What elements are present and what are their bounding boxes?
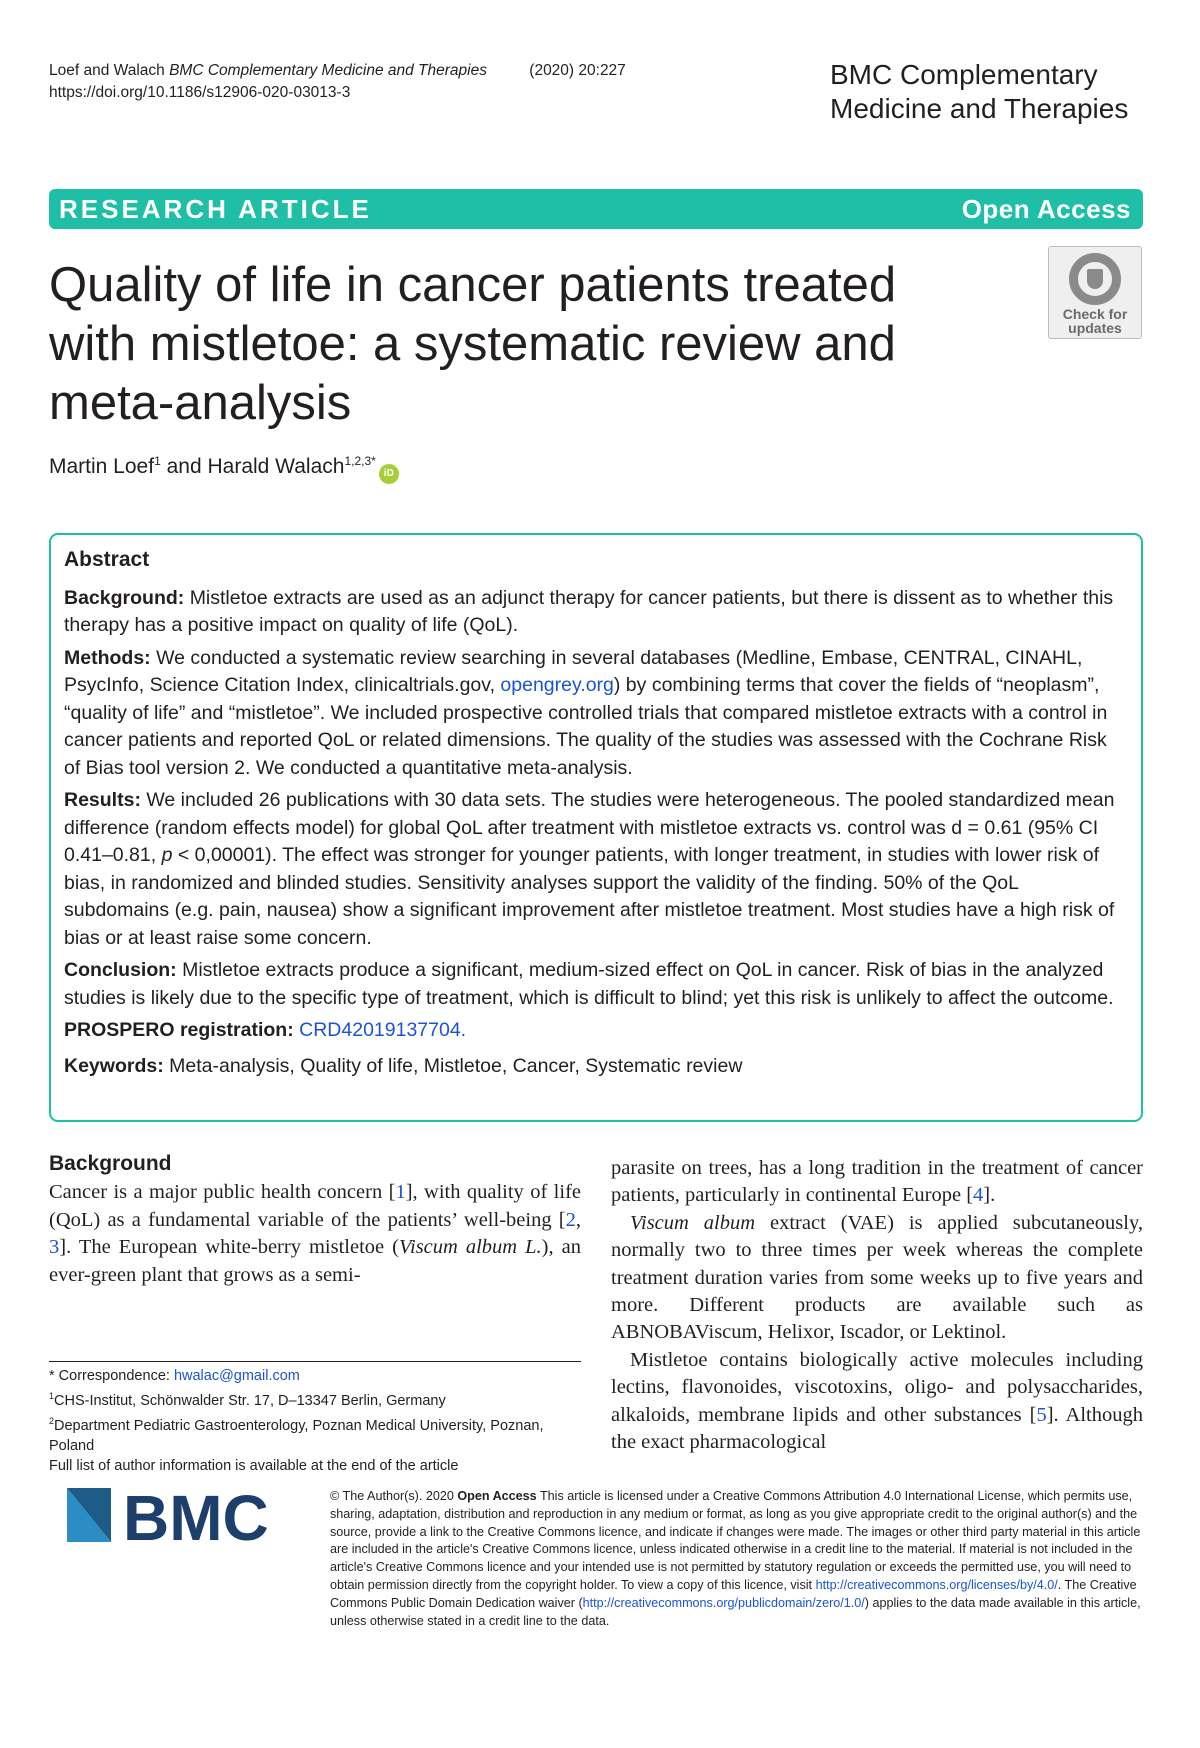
abstract-conclusion	[64, 957, 1127, 1012]
section-heading-background: Background	[49, 1152, 172, 1175]
orcid-icon[interactable]: iD	[379, 464, 399, 484]
body-text: ]. Although the exact pharmacological	[611, 1403, 1143, 1454]
license-statement	[330, 1488, 1143, 1630]
header-year-volume: (2020) 20:227	[529, 62, 626, 79]
footnote-divider	[49, 1361, 581, 1362]
check-for-updates-button[interactable]	[1048, 246, 1142, 339]
affiliation-sup: 2	[49, 1415, 55, 1426]
author-affiliation-sup: 1	[154, 454, 161, 468]
citation-link[interactable]: 2	[565, 1208, 576, 1231]
check-updates-line1: Check for	[1062, 306, 1128, 322]
citation-link[interactable]: 3	[49, 1236, 60, 1259]
license-text: This article is licensed under a Creative Commons Attribution 4.0 International License, which permits use, sharing, adaptation, distribution and reproduction in any medium or format, as long as you give appropriate credit to the original author(s) and the source, provide a link to the Creative Commons licence, and indicate if changes were made. The images or other third party material in this article are included in the article's Creative Commons licence, unless indicated otherwise in a credit line to the material. If material is not included in the article's Creative Commons licence and your intended use is not permitted by statutory regulation or exceeds the permitted use, you will need to obtain permission directly from the copyright holder. To view a copy of this licence, visit	[330, 1489, 1141, 1592]
abstract-prospero	[64, 1017, 1127, 1045]
abstract-text: Mistletoe extracts produce a significant, medium-sized effect on QoL in cancer. Risk of bias in the analyzed studies is likely due to the specific type of treatment, which is difficult to blind; yet this risk is unlikely to affect the outcome.	[64, 959, 1114, 1009]
body-column-right	[611, 1155, 1143, 1456]
section-label: Results:	[64, 789, 141, 811]
body-text: ]. The European white-berry mistletoe (	[59, 1236, 399, 1259]
citation-link[interactable]: 1	[395, 1181, 406, 1203]
section-label: Keywords:	[64, 1054, 164, 1077]
abstract-text: < 0,00001). The effect was stronger for younger patients, with longer treatment, in studies with lower risk of bias, in randomized and blinded studies. Sensitivity analyses support the validity of the finding. 50% of the QoL subdomains (e.g. pain, nausea) show a significant improvement after mistletoe treatment. Most studies have a high risk of bias or at least raise some concern.	[64, 844, 1115, 949]
license-text: ) applies to the data made available in this article, unless otherwise stated in a credit line to the data.	[330, 1595, 1141, 1628]
footnotes	[49, 1366, 581, 1476]
body-paragraph	[611, 1210, 1143, 1347]
body-text: Mistletoe contains biologically active molecules including lectins, flavonoides, viscotoxins, oligo- and polysaccharides, alkaloids, membrane lipids and other substances [	[611, 1348, 1143, 1426]
bmc-logo-text: BMC	[123, 1486, 269, 1546]
abstract-text: Mistletoe extracts are used as an adjunct therapy for cancer patients, but there is dissent as to whether this therapy has a positive impact on quality of life (QoL).	[64, 586, 1114, 636]
running-header	[49, 60, 626, 104]
species-name: Viscum album L.	[399, 1236, 542, 1259]
body-text: ,	[575, 1208, 581, 1231]
license-text: © The Author(s). 2020	[330, 1489, 458, 1503]
header-doi[interactable]: https://doi.org/10.1186/s12906-020-03013-3	[49, 84, 351, 101]
p-value-symbol: p	[161, 844, 173, 866]
bookmark-icon	[1069, 253, 1121, 305]
body-text: extract (VAE) is applied subcutaneously, normally two to three times per week whereas the complete treatment duration varies from some weeks up to five years and more. Different products are available such as ABNOBAViscum, Helixor, Iscador, or Lektinol.	[611, 1211, 1143, 1344]
body-text: ].	[983, 1184, 996, 1207]
check-updates-line2: updates	[1068, 320, 1122, 336]
header-authors: Loef and Walach	[49, 62, 165, 79]
author-conjunction: and	[166, 455, 202, 478]
article-type-label: RESEARCH ARTICLE	[59, 193, 372, 224]
body-text: ], with quality of life (QoL) as a fundamental variable of the patients’ well-being [	[49, 1181, 581, 1231]
abstract-methods	[64, 645, 1127, 783]
citation-link[interactable]: 4	[973, 1184, 984, 1207]
correspondence-email-link[interactable]: hwalac@gmail.com	[173, 1368, 300, 1384]
cc-by-license-link[interactable]: http://creativecommons.org/licenses/by/4.0/	[815, 1577, 1058, 1592]
section-label: PROSPERO registration:	[64, 1019, 294, 1041]
affiliation-text: Department Pediatric Gastroenterology, Poznan Medical University, Poznan, Poland	[49, 1417, 544, 1454]
author-list	[49, 454, 399, 484]
citation-link[interactable]: 5	[1036, 1403, 1047, 1426]
affiliation-text: CHS-Institut, Schönwalder Str. 17, D–13347 Berlin, Germany	[54, 1392, 446, 1409]
cc-zero-waiver-link[interactable]: http://creativecommons.org/publicdomain/zero/1.0/	[582, 1595, 865, 1610]
license-open-access: Open Access	[457, 1489, 537, 1503]
abstract-box	[49, 533, 1143, 1122]
abstract-heading: Abstract	[64, 548, 150, 571]
body-text: ), an ever-green plant that grows as a semi-	[49, 1236, 581, 1286]
affiliation-sup: 1	[49, 1391, 55, 1401]
header-journal: BMC Complementary Medicine and Therapies	[169, 62, 487, 79]
affiliation-1	[49, 1386, 581, 1411]
body-paragraph	[611, 1155, 1143, 1210]
article-title: Quality of life in cancer patients treated with mistletoe: a systematic review and meta-analysis	[49, 258, 897, 430]
abstract-text: We conducted a systematic review searching in several databases (Medline, Embase, CENTRAL, CINAHL, PsycInfo, Science Citation Index, clinicaltrials.gov,	[64, 646, 1083, 696]
correspondence-line	[49, 1366, 581, 1386]
article-type-banner	[49, 189, 1143, 229]
body-column-left	[49, 1151, 581, 1289]
body-text: parasite on trees, has a long tradition in the treatment of cancer patients, particularly in continental Europe [	[611, 1157, 1143, 1207]
opengrey-link[interactable]: opengrey.org	[500, 674, 614, 696]
journal-brand-line2: Medicine and Therapies	[830, 93, 1129, 124]
citation-line	[49, 60, 626, 82]
abstract-keywords	[64, 1053, 1127, 1081]
bmc-logo	[67, 1486, 302, 1546]
abstract-text: ) by combining terms that cover the fields of “neoplasm”, “quality of life” and “mistletoe”. We included prospective controlled trials that compared mistletoe extracts with a control in cancer patients and reported QoL or related dimensions. The quality of the studies was assessed with the Cochrane Risk of Bias tool version 2. We conducted a quantitative meta-analysis.	[64, 674, 1108, 779]
check-for-updates-label	[1049, 307, 1141, 335]
author-name: Harald Walach	[207, 455, 345, 478]
correspondence-label: * Correspondence:	[49, 1368, 174, 1384]
affiliation-2	[49, 1411, 581, 1456]
section-label: Background:	[64, 586, 185, 609]
open-access-label: Open Access	[961, 193, 1131, 224]
body-paragraph	[49, 1179, 581, 1289]
prospero-link[interactable]: CRD42019137704.	[299, 1019, 467, 1041]
author-name: Martin Loef	[49, 455, 155, 478]
author-affiliation-sup: 1,2,3*	[344, 454, 376, 468]
author-info-note: Full list of author information is available at the end of the article	[49, 1457, 459, 1474]
license-text: . The Creative Commons Public Domain Dedication waiver (	[330, 1577, 1137, 1610]
journal-brand-line1: BMC Complementary	[830, 59, 1098, 90]
abstract-results	[64, 787, 1127, 952]
species-name: Viscum album	[630, 1211, 756, 1234]
abstract-text: We included 26 publications with 30 data sets. The studies were heterogeneous. The pooled standardized mean difference (random effects model) for global QoL after treatment with mistletoe extracts vs. control was d = 0.61 (95% CI 0.41–0.81,	[64, 789, 1115, 866]
journal-brand	[830, 58, 1128, 126]
keywords-text: Meta-analysis, Quality of life, Mistletoe, Cancer, Systematic review	[169, 1054, 743, 1077]
body-paragraph	[611, 1347, 1143, 1457]
body-text: Cancer is a major public health concern [	[49, 1181, 396, 1203]
abstract-background	[64, 585, 1127, 640]
section-label: Conclusion:	[64, 959, 177, 981]
section-label: Methods:	[64, 646, 151, 669]
